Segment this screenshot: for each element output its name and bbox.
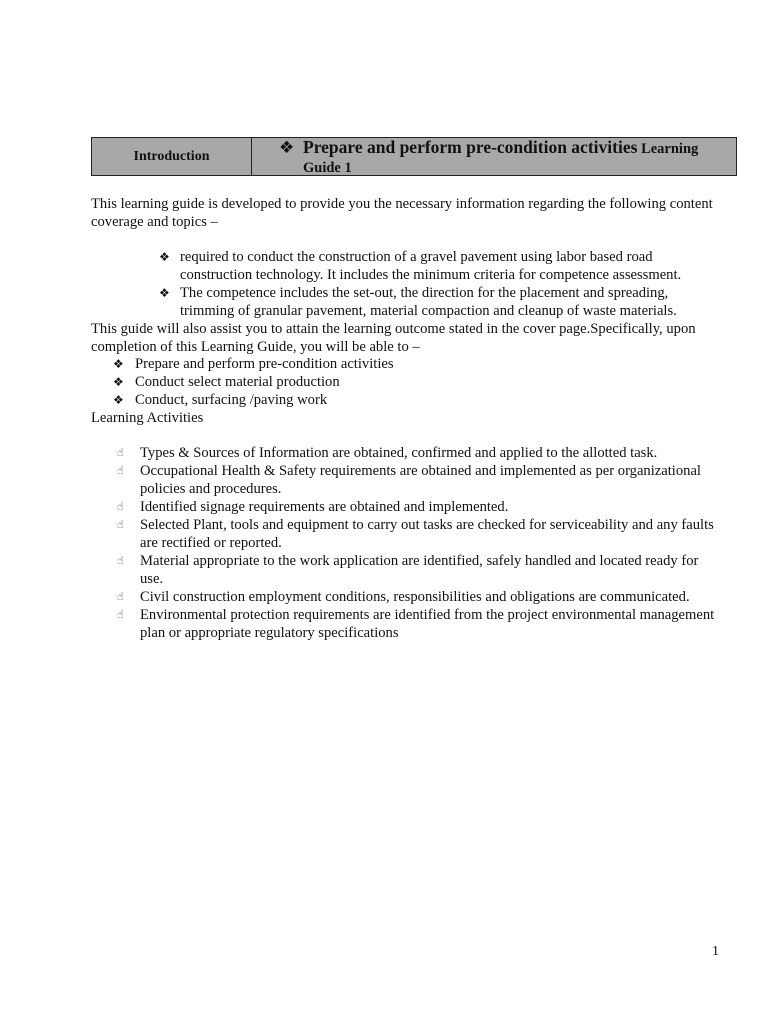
list-item-text: The competence includes the set-out, the direction for the placement and spreading, trimming of granular pavement, material compaction and cleanup of waste materials. [180, 285, 677, 319]
pointing-hand-bullet-icon: ☝ [117, 464, 124, 477]
list-item [117, 606, 723, 642]
diamond-bullet-icon: ❖ [159, 250, 170, 264]
diamond-bullet-icon: ❖ [113, 357, 124, 371]
list-item-text: Conduct, surfacing /paving work [135, 392, 328, 408]
list-item-text: Occupational Health & Safety requirements are obtained and implemented as per organizational policies and procedures. [140, 463, 701, 497]
pointing-hand-bullet-icon: ☝ [117, 554, 124, 567]
list-item [113, 355, 513, 373]
list-item-text: Prepare and perform pre-condition activities [135, 356, 394, 372]
list-item [117, 516, 723, 552]
list-item [159, 248, 719, 284]
pointing-hand-bullet-icon: ☝ [117, 590, 124, 603]
coverage-list [159, 248, 719, 320]
header-title-cell [252, 138, 736, 175]
list-item [117, 588, 723, 606]
list-item [117, 444, 723, 462]
page-number: 1 [712, 944, 719, 959]
list-item [117, 498, 723, 516]
pointing-hand-bullet-icon: ☝ [117, 500, 124, 513]
header-title-suffix: Learning Guide 1 [303, 141, 699, 176]
list-item-text: Environmental protection requirements are identified from the project environmental management plan or appropriate regulatory specifications [140, 607, 715, 641]
header-introduction-cell: Introduction [92, 138, 252, 175]
list-item [113, 373, 513, 391]
activities-list [117, 444, 723, 642]
list-item [113, 391, 513, 409]
diamond-bullet-icon: ❖ [279, 138, 295, 158]
header-title [303, 138, 723, 178]
list-item [117, 552, 723, 588]
list-item-text: Civil construction employment conditions, responsibilities and obligations are communicated. [140, 589, 690, 605]
diamond-bullet-icon: ❖ [159, 286, 170, 300]
diamond-bullet-icon: ❖ [113, 375, 124, 389]
diamond-bullet-icon: ❖ [113, 393, 124, 407]
pointing-hand-bullet-icon: ☝ [117, 446, 124, 459]
intro-paragraph: This learning guide is developed to provide you the necessary information regarding the following content coverage and topics – [91, 196, 713, 230]
list-item-text: Selected Plant, tools and equipment to carry out tasks are checked for serviceability and any faults are rectified or reported. [140, 517, 714, 551]
pointing-hand-bullet-icon: ☝ [117, 518, 124, 531]
guide-paragraph: This guide will also assist you to attain the learning outcome stated in the cover page.Specifically, upon completion of this Learning Guide, you will be able to – [91, 321, 696, 355]
list-item-text: Conduct select material production [135, 374, 340, 390]
list-item-text: Identified signage requirements are obtained and implemented. [140, 499, 509, 515]
pointing-hand-bullet-icon: ☝ [117, 608, 124, 621]
outcomes-list [113, 355, 513, 409]
list-item [159, 284, 719, 320]
list-item-text: Material appropriate to the work application are identified, safely handled and located ready for use. [140, 553, 699, 587]
header-table [91, 137, 737, 176]
list-item-text: Types & Sources of Information are obtained, confirmed and applied to the allotted task. [140, 445, 658, 461]
list-item-text: required to conduct the construction of a gravel pavement using labor based road construction technology. It includes the minimum criteria for competence assessment. [180, 249, 682, 283]
list-item [117, 462, 723, 498]
learning-activities-heading: Learning Activities [91, 410, 204, 426]
header-title-main: Prepare and perform pre-condition activities [303, 137, 638, 157]
